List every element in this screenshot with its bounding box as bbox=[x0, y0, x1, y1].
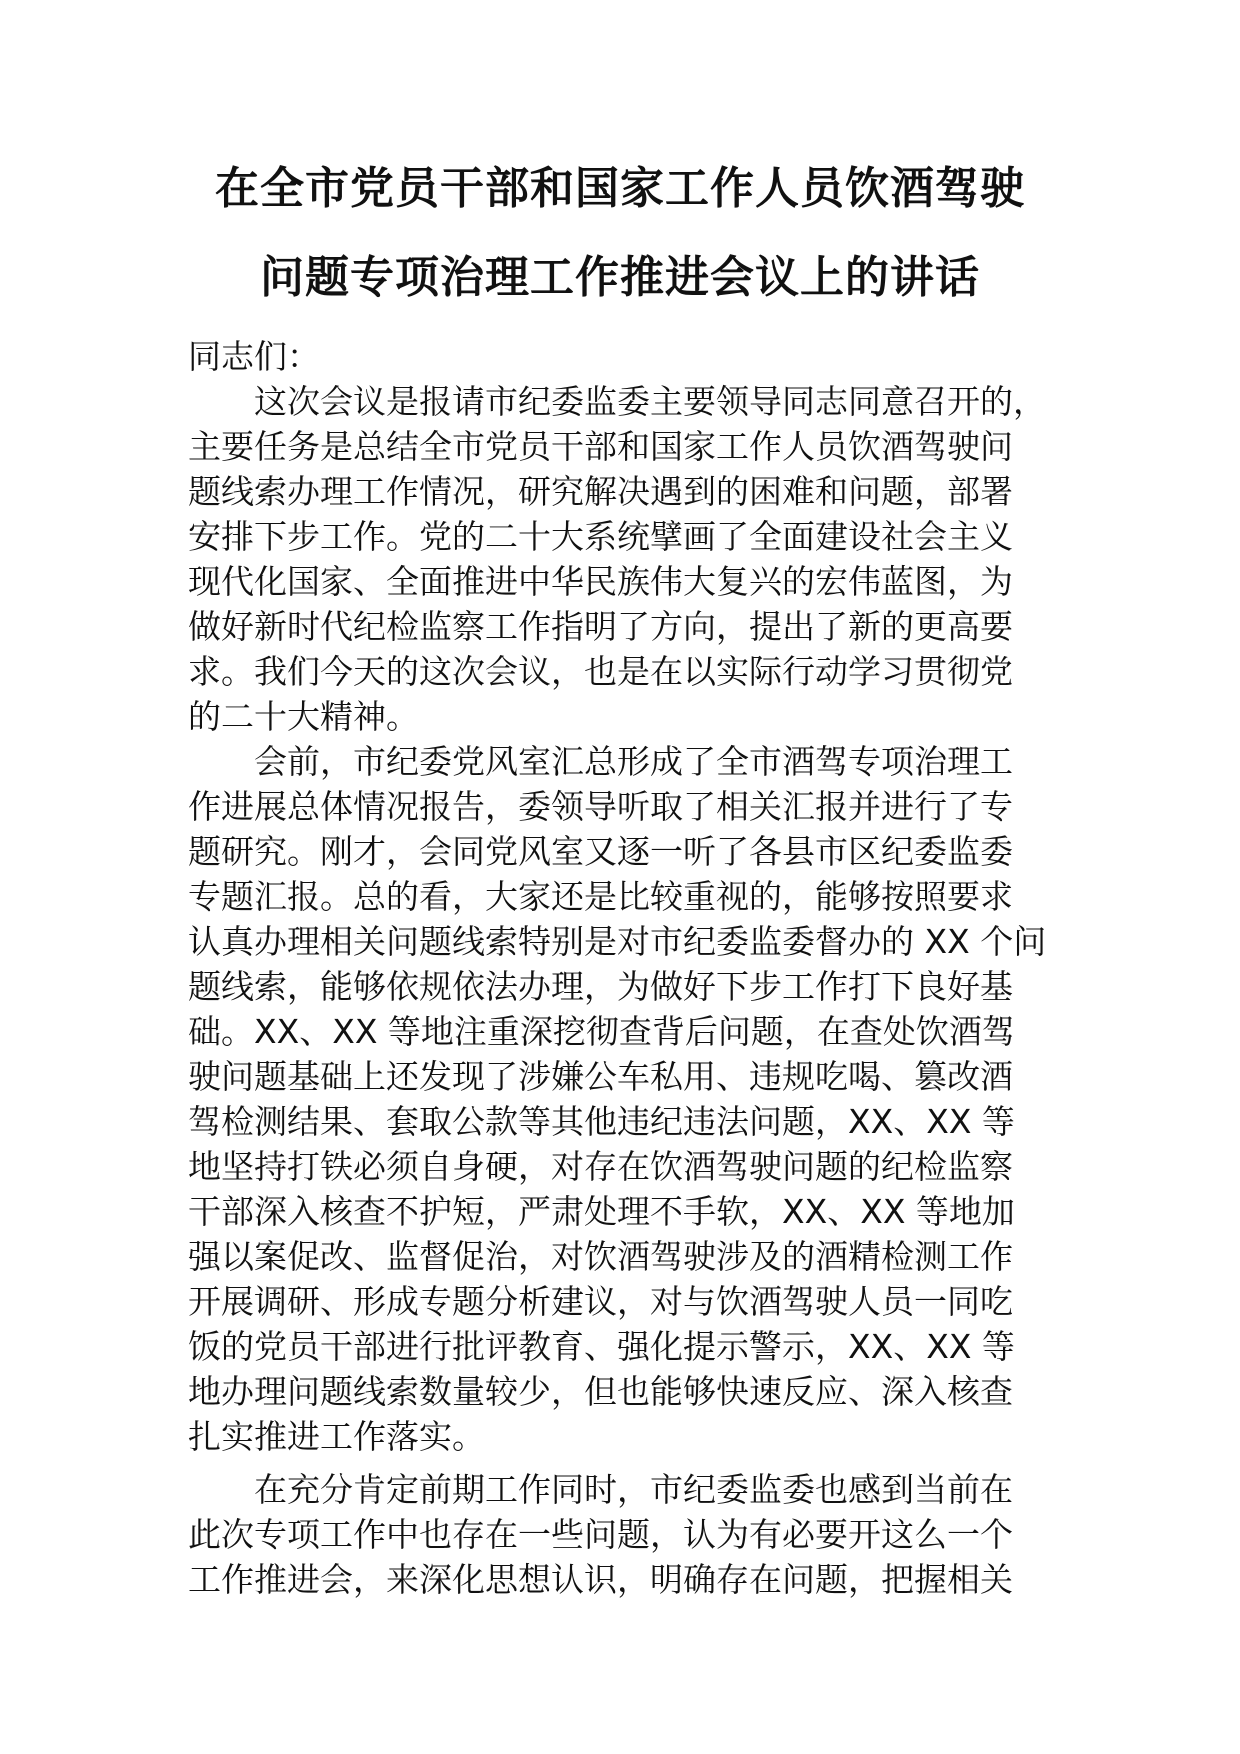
paragraph-spacer bbox=[188, 1459, 1068, 1467]
paragraph-line: 工作推进会，来深化思想认识，明确存在问题，把握相关 bbox=[188, 1560, 1013, 1599]
paragraph-line: 开展调研、形成专题分析建议，对与饮酒驾驶人员一同吃 bbox=[188, 1282, 1013, 1321]
paragraph-line: 地办理问题线索数量较少，但也能够快速反应、深入核查 bbox=[188, 1372, 1013, 1411]
paragraph-line: 会前，市纪委党风室汇总形成了全市酒驾专项治理工 bbox=[254, 742, 1013, 781]
paragraph-line: 干部深入核查不护短，严肃处理不手软，XX、XX 等地加 bbox=[188, 1192, 1015, 1231]
paragraph-line: 题线索，能够依规依法办理，为做好下步工作打下良好基 bbox=[188, 967, 1013, 1006]
title-line-2: 问题专项治理工作推进会议上的讲话 bbox=[260, 252, 980, 303]
paragraph-line: 础。XX、XX 等地注重深挖彻查背后问题，在查处饮酒驾 bbox=[188, 1012, 1015, 1051]
paragraph-3 bbox=[188, 1467, 1068, 1602]
paragraph-line: 求。我们今天的这次会议，也是在以实际行动学习贯彻党 bbox=[188, 652, 1013, 691]
paragraph-line: 饭的党员干部进行批评教育、强化提示警示，XX、XX 等 bbox=[188, 1327, 1015, 1366]
salutation: 同志们： bbox=[188, 337, 320, 376]
paragraph-line: 认真办理相关问题线索特别是对市纪委监委督办的 XX 个问 bbox=[188, 922, 1047, 961]
paragraph-line: 驶问题基础上还发现了涉嫌公车私用、违规吃喝、篡改酒 bbox=[188, 1057, 1013, 1096]
paragraph-1 bbox=[188, 379, 1068, 739]
paragraph-line: 的二十大精神。 bbox=[188, 697, 419, 736]
paragraph-line: 强以案促改、监督促治，对饮酒驾驶涉及的酒精检测工作 bbox=[188, 1237, 1013, 1276]
paragraph-line: 题研究。刚才，会同党风室又逐一听了各县市区纪委监委 bbox=[188, 832, 1013, 871]
paragraph-line: 安排下步工作。党的二十大系统擘画了全面建设社会主义 bbox=[188, 517, 1013, 556]
paragraph-line: 现代化国家、全面推进中华民族伟大复兴的宏伟蓝图，为 bbox=[188, 562, 1013, 601]
paragraph-line: 地坚持打铁必须自身硬，对存在饮酒驾驶问题的纪检监察 bbox=[188, 1147, 1013, 1186]
paragraph-line: 题线索办理工作情况，研究解决遇到的困难和问题，部署 bbox=[188, 472, 1013, 511]
title-line-1: 在全市党员干部和国家工作人员饮酒驾驶 bbox=[215, 163, 1025, 214]
document-title bbox=[150, 160, 1090, 307]
document-body bbox=[188, 334, 1068, 1602]
paragraph-line: 在充分肯定前期工作同时，市纪委监委也感到当前在 bbox=[254, 1470, 1013, 1509]
paragraph-line: 专题汇报。总的看，大家还是比较重视的，能够按照要求 bbox=[188, 877, 1013, 916]
paragraph-line: 此次专项工作中也存在一些问题，认为有必要开这么一个 bbox=[188, 1515, 1013, 1554]
paragraph-line: 做好新时代纪检监察工作指明了方向，提出了新的更高要 bbox=[188, 607, 1013, 646]
paragraph-line: 这次会议是报请市纪委监委主要领导同志同意召开的， bbox=[254, 382, 1046, 421]
paragraph-line: 主要任务是总结全市党员干部和国家工作人员饮酒驾驶问 bbox=[188, 427, 1013, 466]
paragraph-line: 驾检测结果、套取公款等其他违纪违法问题，XX、XX 等 bbox=[188, 1102, 1015, 1141]
paragraph-2 bbox=[188, 739, 1068, 1459]
paragraph-line: 扎实推进工作落实。 bbox=[188, 1417, 485, 1456]
paragraph-line: 作进展总体情况报告，委领导听取了相关汇报并进行了专 bbox=[188, 787, 1013, 826]
